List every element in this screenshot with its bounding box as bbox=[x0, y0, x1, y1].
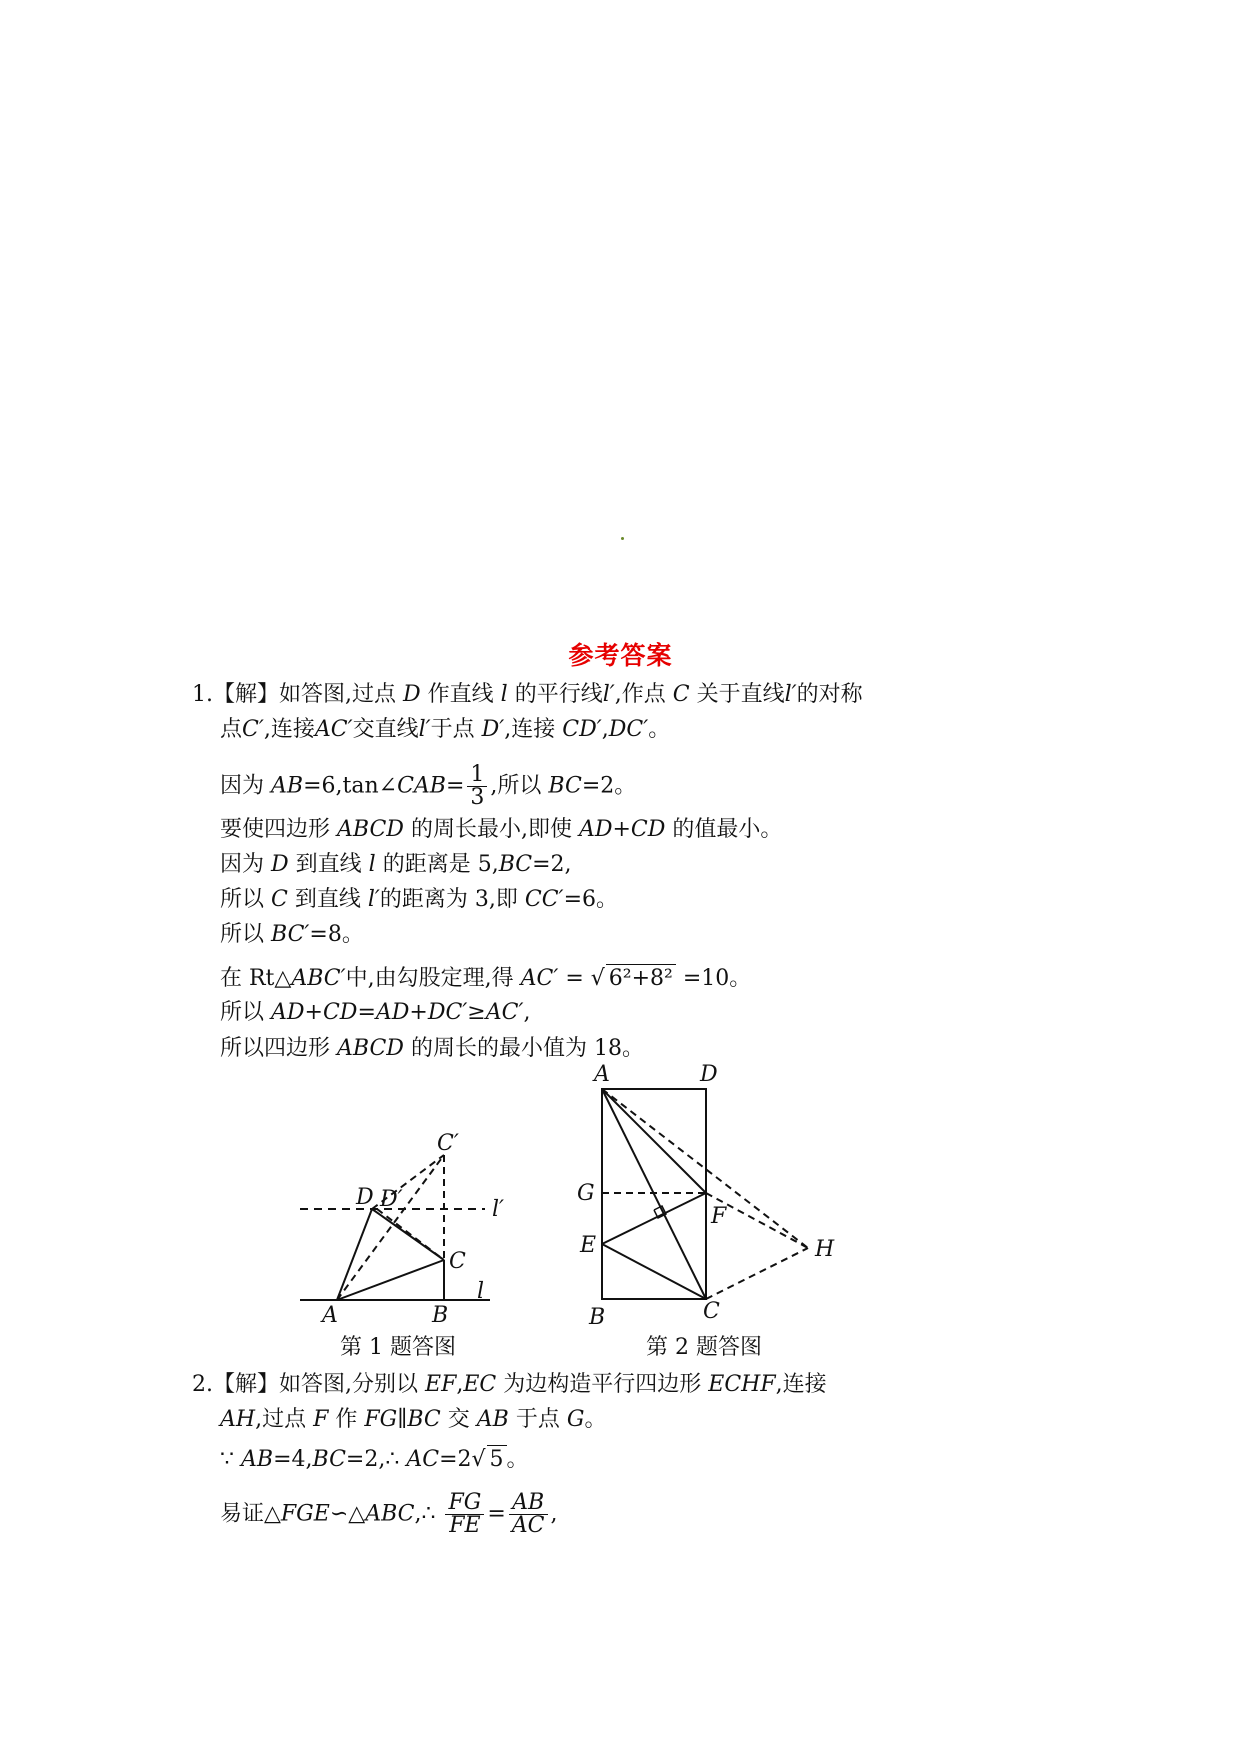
q1-line-8: 在 Rt△ABC′中,由勾股定理,得 AC′ = √ 6²+8² =10。 bbox=[220, 966, 752, 991]
q1-line-4: 要使四边形 ABCD 的周长最小,即使 AD+CD 的值最小。 bbox=[220, 817, 783, 842]
q1-line-7: 所以 BC′=8。 bbox=[220, 922, 364, 947]
label-lp-1: l′ bbox=[492, 1197, 505, 1222]
segment-EC bbox=[602, 1244, 706, 1299]
label-D-1: D bbox=[356, 1185, 374, 1210]
label-E-2: E bbox=[580, 1233, 597, 1258]
label-B-2: B bbox=[589, 1305, 606, 1330]
q1-line-1: 1.【解】如答图,过点 D 作直线 l 的平行线l′,作点 C 关于直线l′的对称 bbox=[192, 682, 863, 707]
q1-line-5: 因为 D 到直线 l 的距离是 5,BC=2, bbox=[220, 852, 572, 877]
segment-ACp bbox=[337, 1155, 444, 1300]
label-A-1: A bbox=[322, 1303, 338, 1328]
q1-line-2: 点C′,连接AC′交直线l′于点 D′,连接 CD′,DC′。 bbox=[220, 717, 671, 742]
q2-line-2: AH,过点 F 作 FG∥BC 交 AB 于点 G。 bbox=[220, 1407, 607, 1432]
q1-line-3: 因为 AB=6,tan∠CAB= $\frac{1}{3}$ ,所以 BC=2。 bbox=[220, 762, 637, 810]
segment-EF bbox=[602, 1193, 706, 1244]
label-Cp-1: C′ bbox=[437, 1131, 459, 1156]
answer-title: 参考答案 bbox=[568, 641, 673, 670]
fraction-AB-over-AC: $\frac{AB}{AC}$ bbox=[509, 1492, 548, 1537]
label-F-2: F bbox=[711, 1204, 727, 1229]
q1-line-9: 所以 AD+CD=AD+DC′≥AC′, bbox=[220, 1000, 531, 1025]
fraction-FG-over-FE: $\frac{FG}{FE}$ bbox=[445, 1492, 484, 1537]
q2-line-3: ∵ AB=4,BC=2,∴ AC=2√ 5 。 bbox=[220, 1447, 529, 1472]
label-A-2: A bbox=[594, 1062, 610, 1087]
q1-line-10: 所以四边形 ABCD 的周长的最小值为 18。 bbox=[220, 1036, 644, 1061]
figure-2-caption: 第 2 题答图 bbox=[646, 1335, 762, 1360]
q2-line-1: 2.【解】如答图,分别以 EF,EC 为边构造平行四边形 ECHF,连接 bbox=[192, 1372, 827, 1397]
label-Dp-1: D′ bbox=[380, 1187, 403, 1212]
segment-AC bbox=[337, 1260, 444, 1300]
segment-DC bbox=[372, 1209, 444, 1260]
figure-2-diagram bbox=[602, 1089, 808, 1299]
fraction-one-third: $\frac{1}{3}$ bbox=[467, 764, 487, 809]
label-C-1: C bbox=[449, 1249, 466, 1274]
label-G-2: G bbox=[577, 1181, 595, 1206]
figure-1-diagram bbox=[300, 1155, 490, 1300]
figure-1-caption: 第 1 题答图 bbox=[340, 1335, 456, 1360]
label-D-2: D bbox=[700, 1062, 718, 1087]
q2-line-4: 易证△FGE∽△ABC,∴ $\frac{FG}{FE}$ = $\frac{AB}{AC}$ , bbox=[220, 1490, 558, 1538]
segment-CH bbox=[706, 1248, 808, 1299]
segment-AF bbox=[602, 1089, 706, 1193]
segment-AD bbox=[337, 1209, 372, 1300]
q1-line-6: 所以 C 到直线 l′的距离为 3,即 CC′=6。 bbox=[220, 887, 618, 912]
label-H-2: H bbox=[815, 1237, 835, 1262]
label-B-1: B bbox=[432, 1303, 449, 1328]
label-C-2: C bbox=[703, 1299, 720, 1324]
label-l-1: l bbox=[477, 1279, 485, 1304]
